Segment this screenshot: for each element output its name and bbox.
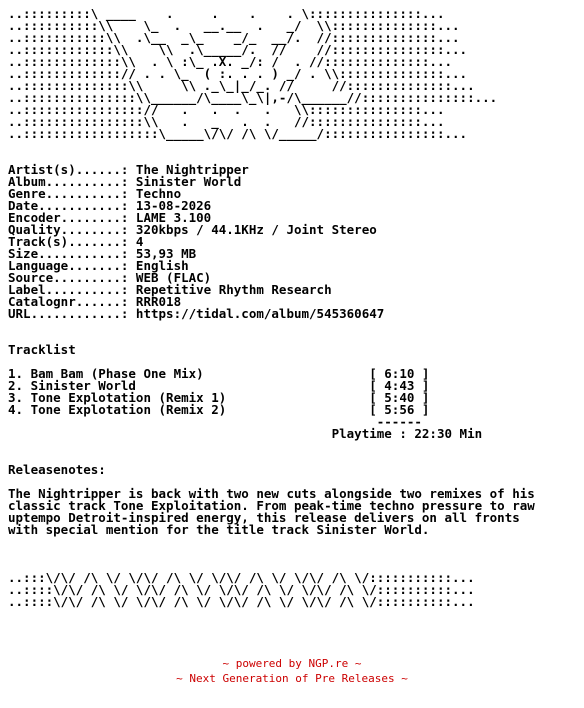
nfo-line: Genre..........: Techno: [8, 186, 182, 201]
nfo-line: ..:::::::::::::::\\______/\____\_\|,-/\______//:::::::::::::::...: [8, 90, 498, 105]
nfo-line: ..::::\/\/ /\ \/ \/\/ /\ \/ \/\/ /\ \/ \/\/ /\ \/::::::::::...: [8, 582, 475, 597]
footer-powered-by: ~ powered by NGP.re ~: [222, 657, 362, 670]
nfo-line: Artist(s)......: The Nightripper: [8, 162, 249, 177]
nfo-line: ..:::::::::::::\\ . \ :\_ .X. _/: / . //::::::::::::::...: [8, 54, 453, 69]
nfo-line: Quality........: 320kbps / 44.1KHz / Joint Stereo: [8, 222, 377, 237]
nfo-line: The Nightripper is back with two new cuts alongside two remixes of his: [8, 486, 535, 501]
nfo-line: ..::::::::::::::::::\_____\/\/ /\ \/_____/::::::::::::::::...: [8, 126, 468, 141]
nfo-line: ------: [8, 414, 422, 429]
nfo-line: Language.......: English: [8, 258, 189, 273]
nfo-line: 3. Tone Explotation (Remix 1) [ 5:40 ]: [8, 390, 430, 405]
nfo-line: Encoder........: LAME 3.100: [8, 210, 212, 225]
footer-tagline: ~ Next Generation of Pre Releases ~: [176, 672, 408, 685]
nfo-line: Releasenotes:: [8, 462, 106, 477]
nfo-line: Album..........: Sinister World: [8, 174, 242, 189]
nfo-line: ..:::\/\/ /\ \/ \/\/ /\ \/ \/\/ /\ \/ \/\/ /\ \/:::::::::::...: [8, 570, 475, 585]
nfo-line: URL............: https://tidal.com/album/545360647: [8, 306, 385, 321]
nfo-line: Source.........: WEB (FLAC): [8, 270, 212, 285]
nfo-line: Tracklist: [8, 342, 76, 357]
footer: [0, 656, 584, 686]
nfo-line: ..::::::::::::\\ \\ .\_____/. // //:::::::::::::::...: [8, 42, 468, 57]
nfo-line: 1. Bam Bam (Phase One Mix) [ 6:10 ]: [8, 366, 430, 381]
nfo-line: ..:::::::::\ ____ . . . . \:::::::::::::::...: [8, 6, 445, 21]
nfo-line: Track(s).......: 4: [8, 234, 144, 249]
nfo-line: ..:::::::::::::// . . \_ ( :. . . ) _/ . \\::::::::::::::...: [8, 66, 468, 81]
nfo-line: Playtime : 22:30 Min: [8, 426, 483, 441]
nfo-line: classic track Tone Exploitation. From peak-time techno pressure to raw: [8, 498, 535, 513]
nfo-line: with special mention for the title track Sinister World.: [8, 522, 430, 537]
nfo-line: ..:::::::::::\\ .\__ _\_ _/_ __/. //::::::::::::::...: [8, 30, 460, 45]
nfo-line: 2. Sinister World [ 4:43 ]: [8, 378, 430, 393]
nfo-line: ..::::\/\/ /\ \/ \/\/ /\ \/ \/\/ /\ \/ \/\/ /\ \/::::::::::...: [8, 594, 475, 609]
nfo-text: [8, 8, 535, 608]
nfo-line: ..::::::::::::::::\\ . _ . . //:::::::::::::::...: [8, 114, 445, 129]
nfo-line: uptempo Detroit-inspired energy, this release delivers on all fronts: [8, 510, 520, 525]
nfo-line: ..::::::::::::::\\ \\ ._\_|_/_. // //::::::::::::::...: [8, 78, 475, 93]
nfo-line: Date...........: 13-08-2026: [8, 198, 212, 213]
nfo-line: Catalognr......: RRR018: [8, 294, 182, 309]
nfo-line: ..::::::::::::::::// . . . . \\:::::::::::::::...: [8, 102, 445, 117]
nfo-line: 4. Tone Explotation (Remix 2) [ 5:56 ]: [8, 402, 430, 417]
nfo-line: Size...........: 53,93 MB: [8, 246, 197, 261]
nfo-line: Label..........: Repetitive Rhythm Research: [8, 282, 332, 297]
nfo-line: ..::::::::::\\ \_ . __.__ . _/ \\::::::::::::::...: [8, 18, 460, 33]
